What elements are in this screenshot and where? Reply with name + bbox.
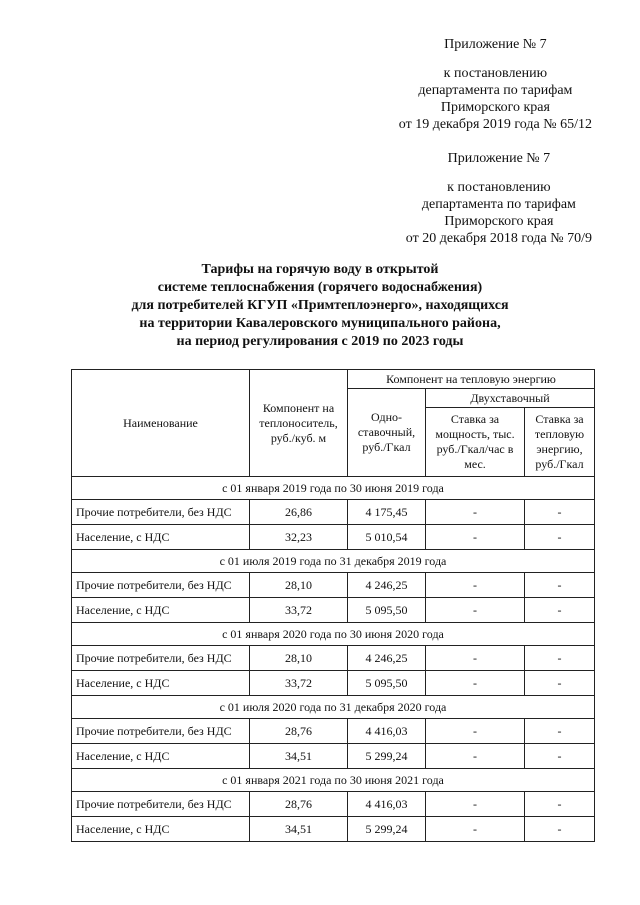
- cell-capacity-rate: -: [426, 719, 525, 744]
- cell-single-rate: 4 246,25: [348, 646, 426, 671]
- cell-single-rate: 4 175,45: [348, 500, 426, 525]
- cell-single-rate: 5 010,54: [348, 525, 426, 550]
- period-row: [72, 623, 595, 646]
- period-title: с 01 января 2021 года по 30 июня 2021 года: [72, 769, 595, 792]
- cell-capacity-rate: -: [426, 646, 525, 671]
- appendix-line: к постановлению: [447, 180, 551, 195]
- cell-energy-rate: -: [525, 744, 595, 769]
- cell-coolant: 28,10: [250, 646, 348, 671]
- cell-energy-rate: -: [525, 719, 595, 744]
- title-line: на период регулирования с 2019 по 2023 годы: [176, 334, 464, 349]
- cell-coolant: 28,76: [250, 719, 348, 744]
- cell-single-rate: 4 416,03: [348, 792, 426, 817]
- appendix-line: от 19 декабря 2019 года № 65/12: [398, 117, 592, 132]
- document-title: [0, 261, 640, 351]
- appendix-label: Приложение № 7: [444, 37, 547, 52]
- appendix-line: департамента по тарифам: [418, 83, 573, 98]
- header-energy-rate: Ставка за тепловую энергию, руб./Гкал: [525, 408, 595, 477]
- cell-name: Прочие потребители, без НДС: [72, 719, 250, 744]
- cell-coolant: 33,72: [250, 598, 348, 623]
- appendix-label: Приложение № 7: [447, 151, 551, 166]
- cell-coolant: 28,10: [250, 573, 348, 598]
- appendix-line: к постановлению: [443, 66, 548, 81]
- table-body: [72, 477, 595, 842]
- cell-energy-rate: -: [525, 500, 595, 525]
- table-header: [72, 370, 595, 477]
- period-row: [72, 550, 595, 573]
- period-row: [72, 769, 595, 792]
- period-row: [72, 477, 595, 500]
- table-row: [72, 792, 595, 817]
- appendix-line: Приморского края: [440, 100, 550, 115]
- cell-name: Население, с НДС: [72, 744, 250, 769]
- appendix-line: от 20 декабря 2018 года № 70/9: [405, 231, 592, 246]
- cell-capacity-rate: -: [426, 671, 525, 696]
- header-capacity-rate: Ставка за мощность, тыс. руб./Гкал/час в мес.: [426, 408, 525, 477]
- period-title: с 01 июля 2019 года по 31 декабря 2019 года: [72, 550, 595, 573]
- cell-capacity-rate: -: [426, 573, 525, 598]
- period-row: [72, 696, 595, 719]
- title-line: для потребителей КГУП «Примтеплоэнерго», находящихся: [131, 298, 509, 313]
- title-line: на территории Кавалеровского муниципального района,: [139, 316, 501, 331]
- cell-single-rate: 4 246,25: [348, 573, 426, 598]
- cell-name: Прочие потребители, без НДС: [72, 646, 250, 671]
- table-row: [72, 598, 595, 623]
- cell-capacity-rate: -: [426, 817, 525, 842]
- table-row: [72, 719, 595, 744]
- cell-name: Прочие потребители, без НДС: [72, 573, 250, 598]
- cell-capacity-rate: -: [426, 525, 525, 550]
- table-row: [72, 817, 595, 842]
- period-title: с 01 июля 2020 года по 31 декабря 2020 года: [72, 696, 595, 719]
- cell-single-rate: 4 416,03: [348, 719, 426, 744]
- header-single-rate: Одно-ставочный, руб./Гкал: [348, 389, 426, 477]
- period-title: с 01 января 2019 года по 30 июня 2019 года: [72, 477, 595, 500]
- cell-coolant: 26,86: [250, 500, 348, 525]
- cell-energy-rate: -: [525, 817, 595, 842]
- tariff-table: [71, 369, 595, 842]
- cell-name: Население, с НДС: [72, 817, 250, 842]
- cell-single-rate: 5 095,50: [348, 598, 426, 623]
- cell-energy-rate: -: [525, 792, 595, 817]
- appendix-block-2: [406, 150, 592, 247]
- cell-coolant: 34,51: [250, 817, 348, 842]
- cell-energy-rate: -: [525, 598, 595, 623]
- cell-single-rate: 5 299,24: [348, 817, 426, 842]
- cell-single-rate: 5 095,50: [348, 671, 426, 696]
- header-name: Наименование: [72, 370, 250, 477]
- cell-name: Прочие потребители, без НДС: [72, 792, 250, 817]
- appendix-line: департамента по тарифам: [421, 197, 576, 212]
- period-title: с 01 января 2020 года по 30 июня 2020 года: [72, 623, 595, 646]
- cell-single-rate: 5 299,24: [348, 744, 426, 769]
- cell-energy-rate: -: [525, 525, 595, 550]
- cell-capacity-rate: -: [426, 500, 525, 525]
- title-line: системе теплоснабжения (горячего водоснабжения): [157, 280, 483, 295]
- cell-coolant: 34,51: [250, 744, 348, 769]
- table-row: [72, 573, 595, 598]
- cell-name: Прочие потребители, без НДС: [72, 500, 250, 525]
- cell-capacity-rate: -: [426, 598, 525, 623]
- table-row: [72, 671, 595, 696]
- table-row: [72, 500, 595, 525]
- cell-name: Население, с НДС: [72, 671, 250, 696]
- header-energy: Компонент на тепловую энергию: [348, 370, 595, 389]
- cell-energy-rate: -: [525, 646, 595, 671]
- table-row: [72, 646, 595, 671]
- cell-energy-rate: -: [525, 573, 595, 598]
- cell-capacity-rate: -: [426, 792, 525, 817]
- cell-name: Население, с НДС: [72, 598, 250, 623]
- appendix-block-1: [399, 36, 592, 133]
- cell-coolant: 28,76: [250, 792, 348, 817]
- cell-coolant: 33,72: [250, 671, 348, 696]
- cell-name: Население, с НДС: [72, 525, 250, 550]
- cell-energy-rate: -: [525, 671, 595, 696]
- header-double-rate: Двухставочный: [426, 389, 595, 408]
- header-coolant: Компонент на теплоноситель, руб./куб. м: [250, 370, 348, 477]
- table-row: [72, 525, 595, 550]
- cell-capacity-rate: -: [426, 744, 525, 769]
- appendix-line: Приморского края: [444, 214, 554, 229]
- cell-coolant: 32,23: [250, 525, 348, 550]
- title-line: Тарифы на горячую воду в открытой: [201, 262, 439, 277]
- table-row: [72, 744, 595, 769]
